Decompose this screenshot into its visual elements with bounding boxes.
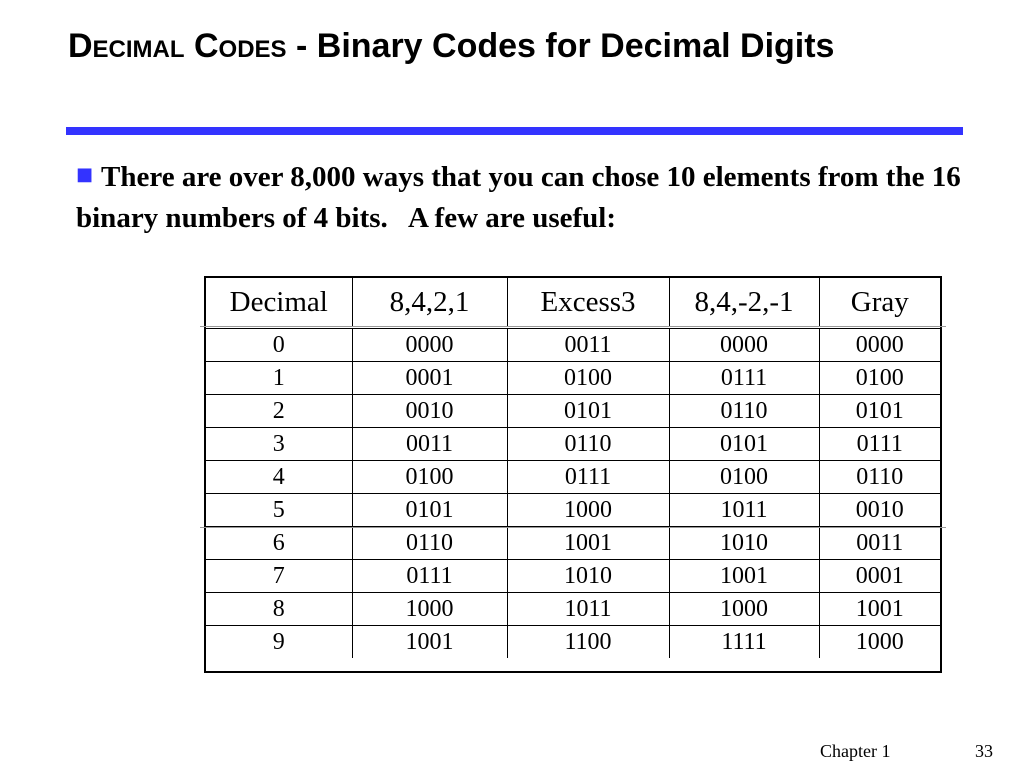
cell-decimal: 3 (206, 428, 352, 461)
cell-excess3: 1011 (507, 593, 669, 626)
cell-8421: 0010 (352, 395, 507, 428)
cell-decimal: 7 (206, 560, 352, 593)
cell-8421: 0001 (352, 362, 507, 395)
table-body (206, 328, 940, 659)
square-bullet-icon: ■ (76, 164, 94, 185)
cell-decimal: 0 (272, 331, 285, 358)
cell-84-2-1: 0100 (669, 461, 819, 494)
cell-8421: 1001 (352, 626, 507, 659)
cell-excess3: 0100 (507, 362, 669, 395)
header-84-2-1: 8,4,-2,-1 (669, 278, 819, 328)
slide-title-prefix: Decimal Codes (68, 27, 287, 65)
cell-gray: 0000 (819, 328, 940, 362)
cell-decimal: 4 (206, 461, 352, 494)
code-table (206, 278, 940, 658)
table-row (206, 560, 940, 593)
cell-84-2-1: 1111 (669, 626, 819, 659)
cell-gray: 0100 (819, 362, 940, 395)
cell-decimal: 9 (206, 626, 352, 659)
table-row (206, 328, 940, 362)
code-table-frame (204, 276, 942, 673)
cell-84-2-1: 0110 (669, 395, 819, 428)
cell-8421: 0011 (352, 428, 507, 461)
cell-decimal: 1 (206, 362, 352, 395)
page-number: 33 (975, 741, 993, 761)
guide-line (200, 326, 946, 327)
table-row (206, 428, 940, 461)
cell-84-2-1: 1010 (669, 527, 819, 560)
table-row (206, 593, 940, 626)
cell-decimal: 2 (206, 395, 352, 428)
bullet-text-block (76, 154, 976, 239)
cell-gray: 0110 (819, 461, 940, 494)
table-row (206, 494, 940, 527)
header-decimal: Decimal (229, 285, 328, 318)
cell-decimal: 6 (206, 527, 352, 560)
header-8421: 8,4,2,1 (352, 278, 507, 328)
table-row (206, 461, 940, 494)
cell-8421: 0000 (352, 328, 507, 362)
cell-excess3: 0011 (507, 328, 669, 362)
cell-excess3: 1100 (507, 626, 669, 659)
cell-8421: 0110 (352, 527, 507, 560)
bullet-text: There are over 8,000 ways that you can chose 10 elements from the 16 binary numbers of 4 bits. A few are useful: (76, 161, 968, 234)
cell-gray: 0111 (819, 428, 940, 461)
table-row (206, 626, 940, 659)
slide-title-rest: - Binary Codes for Decimal Digits (286, 27, 835, 65)
header-gray: Gray (819, 278, 940, 328)
cell-decimal: 8 (206, 593, 352, 626)
cell-8421: 0101 (352, 494, 507, 527)
cell-gray: 1000 (819, 626, 940, 659)
cell-84-2-1: 1000 (669, 593, 819, 626)
cell-gray: 0101 (819, 395, 940, 428)
cell-84-2-1: 0101 (669, 428, 819, 461)
title-underline (66, 127, 963, 135)
table-row (206, 527, 940, 560)
header-excess3: Excess3 (507, 278, 669, 328)
cell-gray: 0001 (819, 560, 940, 593)
cell-gray: 1001 (819, 593, 940, 626)
cell-excess3: 1000 (507, 494, 669, 527)
cell-gray: 0010 (819, 494, 940, 527)
cell-excess3: 0101 (507, 395, 669, 428)
cell-84-2-1: 1011 (669, 494, 819, 527)
footer-chapter: Chapter 1 (820, 741, 891, 761)
slide-title (68, 24, 968, 68)
guide-line (200, 527, 946, 528)
cell-8421: 0100 (352, 461, 507, 494)
table-row (206, 395, 940, 428)
cell-84-2-1: 0000 (669, 328, 819, 362)
cell-8421: 0111 (352, 560, 507, 593)
cell-84-2-1: 0111 (669, 362, 819, 395)
cell-excess3: 1001 (507, 527, 669, 560)
cell-8421: 1000 (352, 593, 507, 626)
cell-84-2-1: 1001 (669, 560, 819, 593)
table-row (206, 362, 940, 395)
cell-decimal: 5 (206, 494, 352, 527)
cell-excess3: 1010 (507, 560, 669, 593)
cell-excess3: 0110 (507, 428, 669, 461)
cell-excess3: 0111 (507, 461, 669, 494)
cell-gray: 0011 (819, 527, 940, 560)
table-header-row (206, 278, 940, 328)
